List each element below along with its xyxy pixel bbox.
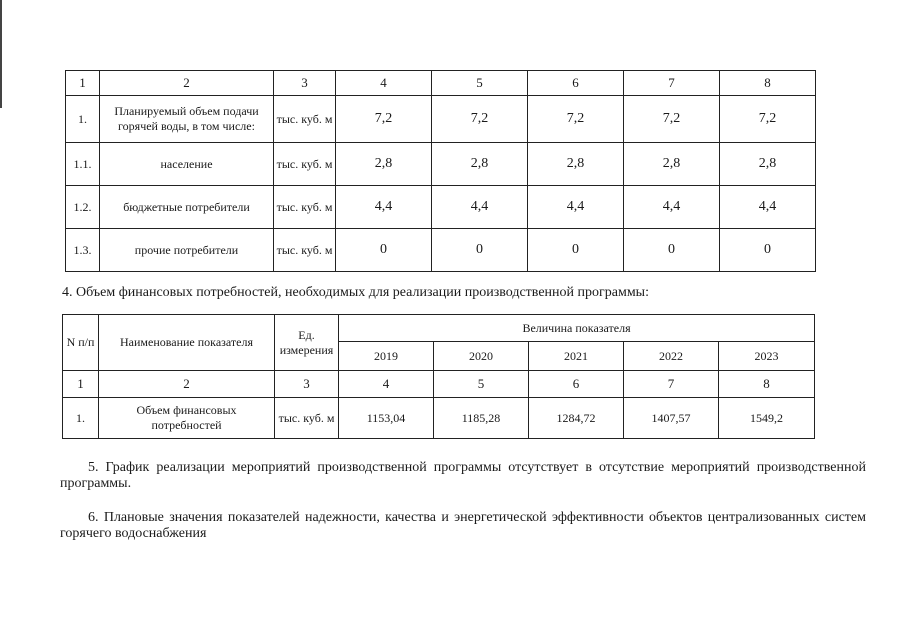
value-cell: 2,8: [336, 143, 432, 186]
water-supply-table: [65, 70, 816, 272]
section-4-heading: 4. Объем финансовых потребностей, необходимых для реализации производственной программы:: [62, 285, 649, 300]
value-cell: 2,8: [528, 143, 624, 186]
value-cell: 1284,72: [529, 398, 624, 439]
paragraph-5: [60, 460, 866, 492]
value-cell: 0: [624, 229, 720, 272]
financial-needs-table: [62, 314, 815, 439]
value-cell: 2,8: [624, 143, 720, 186]
index-cell: 1: [63, 371, 99, 398]
value-cell: 7,2: [432, 96, 528, 143]
header-cell: 7: [624, 71, 720, 96]
value-cell: 1185,28: [434, 398, 529, 439]
row-unit: тыс. куб. м: [274, 96, 336, 143]
value-cell: 7,2: [720, 96, 816, 143]
table-row: [66, 186, 816, 229]
row-name: Планируемый объем подачи горячей воды, в том числе:: [100, 96, 274, 143]
header-cell: 2: [100, 71, 274, 96]
table-header-row: [63, 315, 815, 342]
value-cell: 7,2: [624, 96, 720, 143]
year-cell: 2020: [434, 342, 529, 371]
index-cell: 7: [624, 371, 719, 398]
table-row: [66, 143, 816, 186]
row-number: 1.3.: [66, 229, 100, 272]
year-cell: 2023: [719, 342, 815, 371]
value-cell: 1549,2: [719, 398, 815, 439]
table-row: [66, 96, 816, 143]
index-cell: 2: [99, 371, 275, 398]
row-number: 1.1.: [66, 143, 100, 186]
index-cell: 4: [339, 371, 434, 398]
row-number: 1.: [63, 398, 99, 439]
col-unit-header: Ед. измерения: [275, 315, 339, 371]
header-cell: 1: [66, 71, 100, 96]
value-cell: 2,8: [432, 143, 528, 186]
value-cell: 4,4: [336, 186, 432, 229]
value-cell: 0: [720, 229, 816, 272]
year-cell: 2021: [529, 342, 624, 371]
header-cell: 5: [432, 71, 528, 96]
paragraph-5-text: 5. График реализации мероприятий производственной программы отсутствует в отсутствие мероприятий производственной программы.: [60, 460, 866, 491]
value-cell: 4,4: [432, 186, 528, 229]
value-cell: 4,4: [624, 186, 720, 229]
value-cell: 2,8: [720, 143, 816, 186]
col-num-header: N п/п: [63, 315, 99, 371]
value-cell: 0: [336, 229, 432, 272]
row-name: население: [100, 143, 274, 186]
row-name: Объем финансовых потребностей: [99, 398, 275, 439]
year-cell: 2019: [339, 342, 434, 371]
paragraph-6: [60, 510, 866, 542]
value-cell: 7,2: [528, 96, 624, 143]
row-unit: тыс. куб. м: [274, 229, 336, 272]
row-name: прочие потребители: [100, 229, 274, 272]
row-number: 1.2.: [66, 186, 100, 229]
index-cell: 8: [719, 371, 815, 398]
value-group-header: Величина показателя: [339, 315, 815, 342]
value-cell: 1407,57: [624, 398, 719, 439]
value-cell: 4,4: [720, 186, 816, 229]
value-cell: 0: [432, 229, 528, 272]
row-unit: тыс. куб. м: [275, 398, 339, 439]
paragraph-6-text: 6. Плановые значения показателей надежности, качества и энергетической эффективности объектов централизованных систем горячего водоснабжения: [60, 510, 866, 541]
value-cell: 7,2: [336, 96, 432, 143]
row-unit: тыс. куб. м: [274, 143, 336, 186]
year-cell: 2022: [624, 342, 719, 371]
header-cell: 3: [274, 71, 336, 96]
header-cell: 4: [336, 71, 432, 96]
table-header-row: [66, 71, 816, 96]
index-cell: 3: [275, 371, 339, 398]
row-number: 1.: [66, 96, 100, 143]
index-cell: 6: [529, 371, 624, 398]
value-cell: 0: [528, 229, 624, 272]
table-row: [63, 398, 815, 439]
header-cell: 8: [720, 71, 816, 96]
value-cell: 4,4: [528, 186, 624, 229]
header-cell: 6: [528, 71, 624, 96]
value-cell: 1153,04: [339, 398, 434, 439]
index-cell: 5: [434, 371, 529, 398]
page-edge-line: [0, 0, 2, 108]
col-name-header: Наименование показателя: [99, 315, 275, 371]
row-unit: тыс. куб. м: [274, 186, 336, 229]
table-row: [66, 229, 816, 272]
index-row: [63, 371, 815, 398]
row-name: бюджетные потребители: [100, 186, 274, 229]
